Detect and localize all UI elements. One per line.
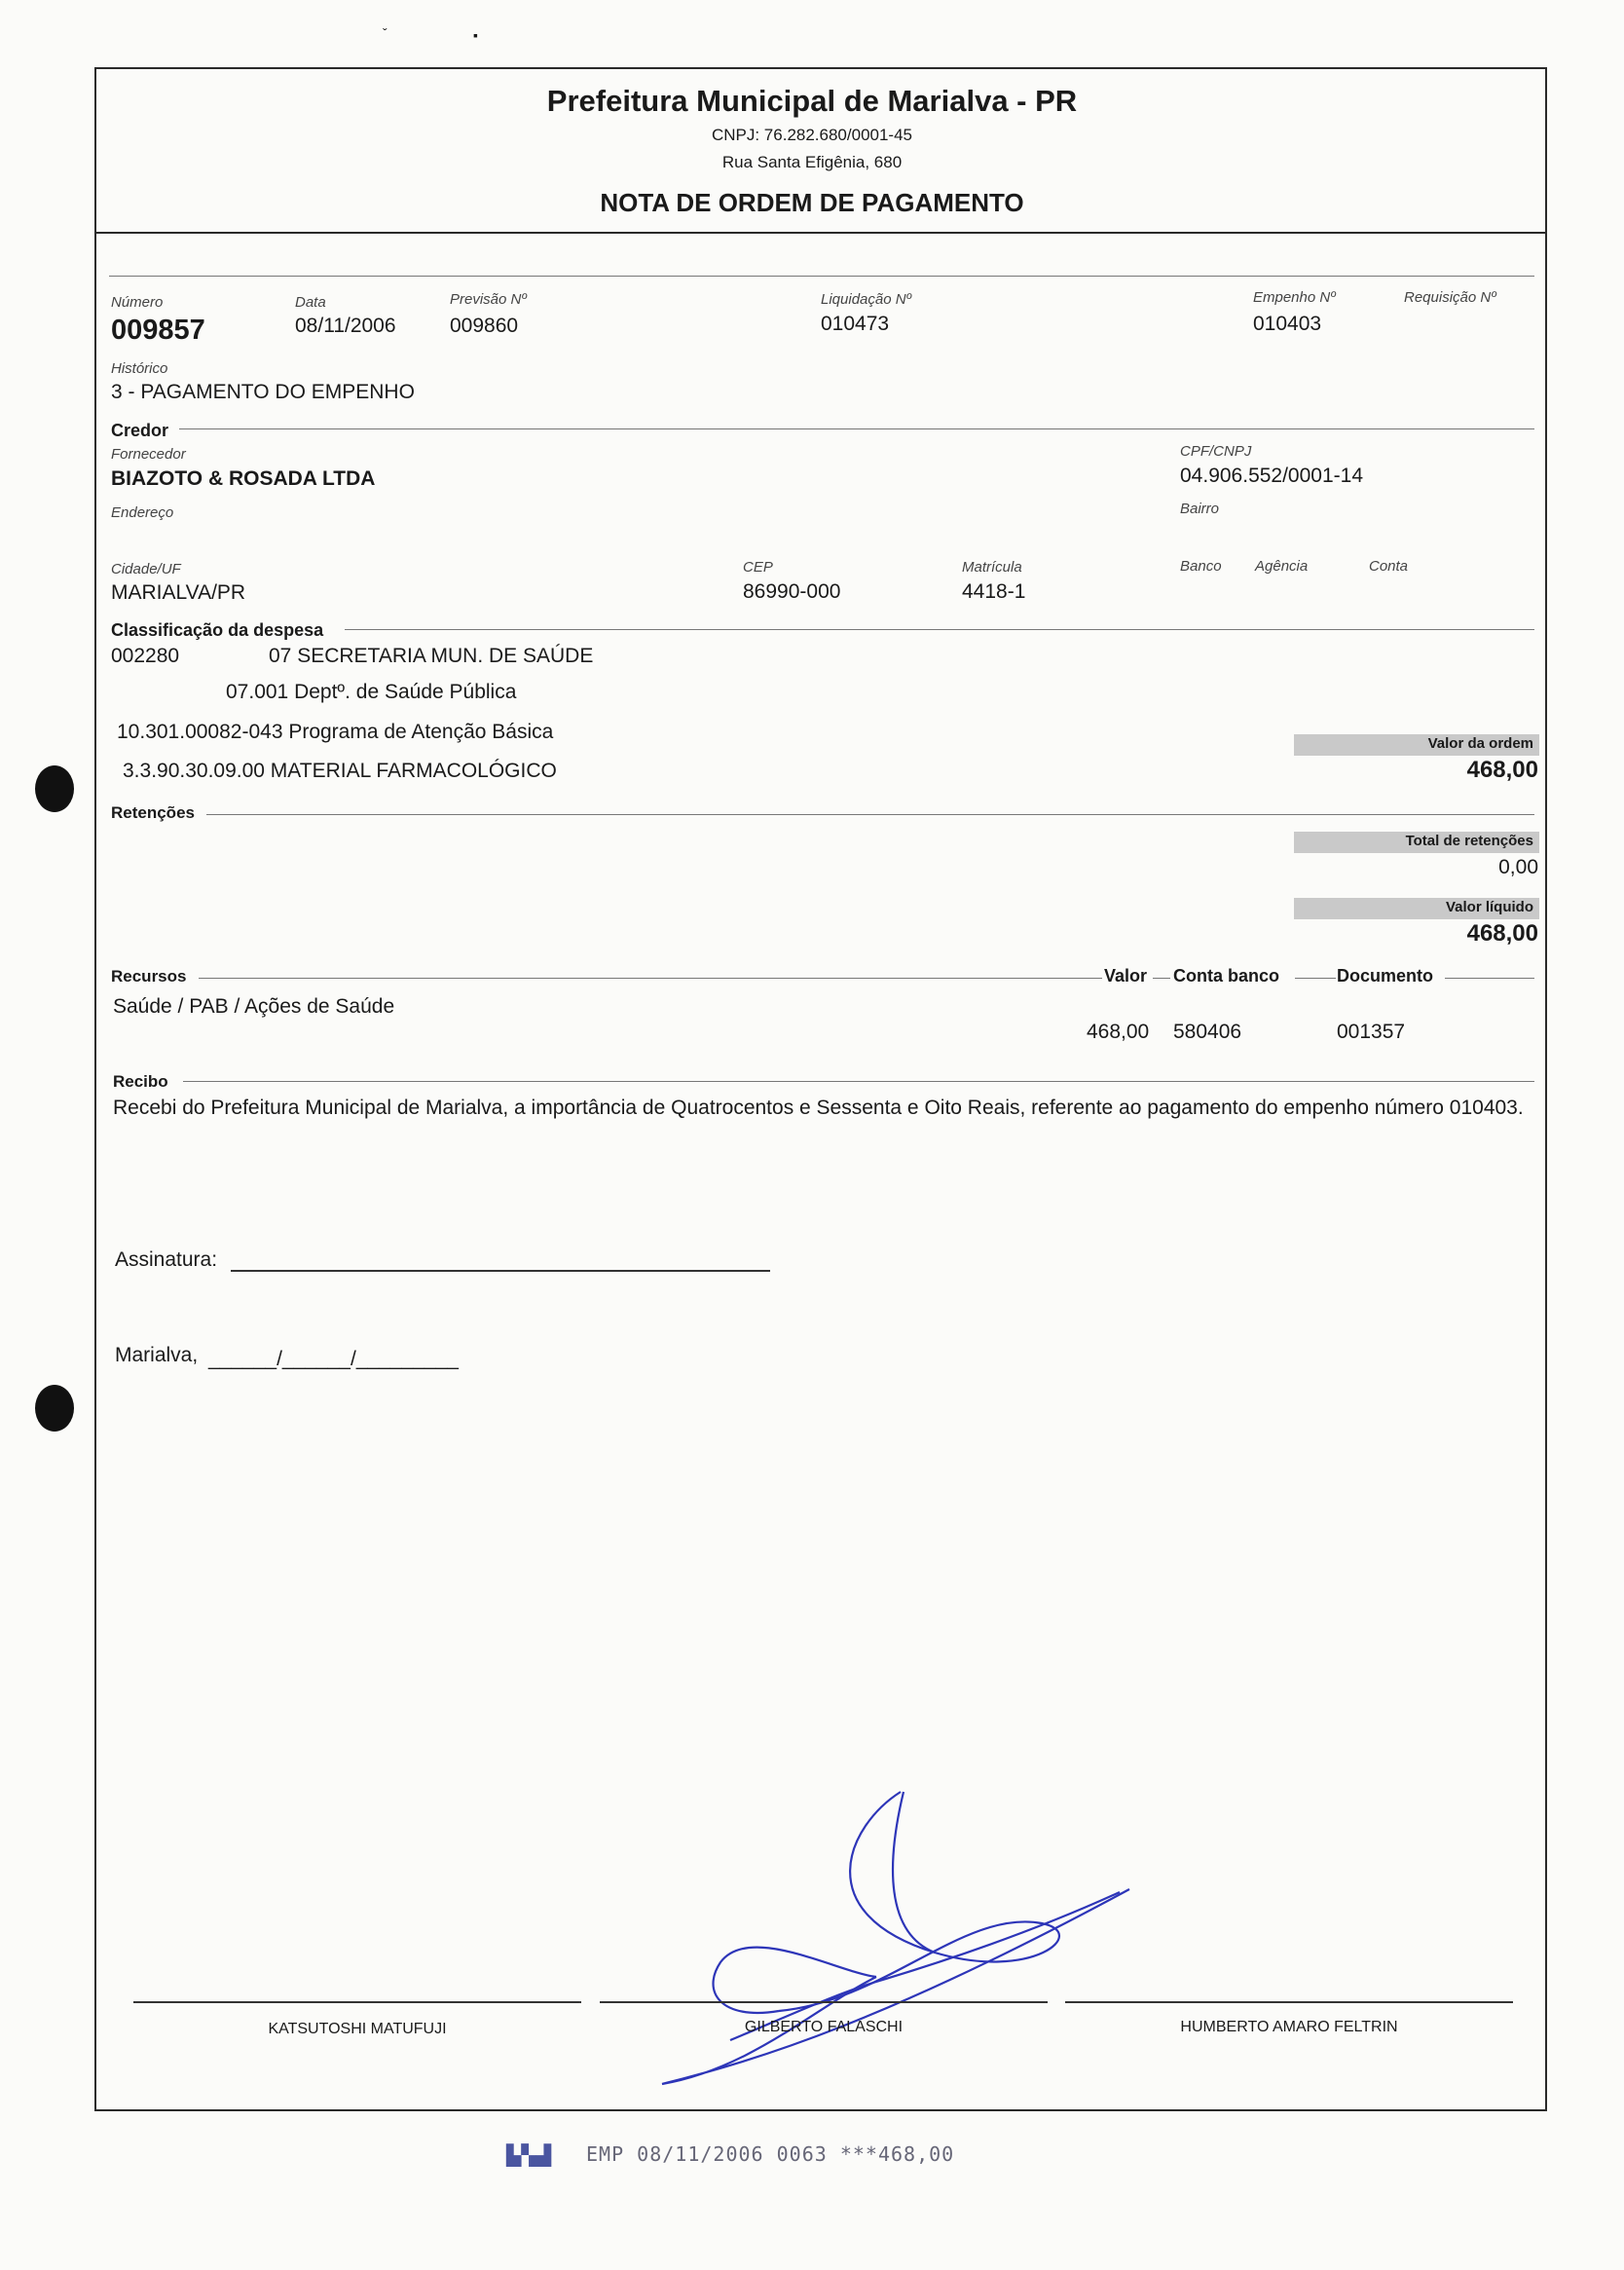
valor-liquido-label: Valor líquido: [1445, 899, 1533, 915]
signature-line: [133, 2001, 581, 2003]
mechanical-stamp: EMP 08/11/2006 0063 ***468,00: [586, 2142, 955, 2166]
recursos-documento-label: Documento: [1337, 966, 1433, 986]
cep-label: CEP: [743, 559, 773, 576]
empenho-value: 010403: [1253, 313, 1322, 335]
handwritten-signature: [643, 1748, 1149, 2089]
banco-label: Banco: [1180, 558, 1222, 575]
assinatura-line: [231, 1270, 770, 1272]
credor-section-title: Credor: [111, 421, 169, 440]
recursos-documento: 001357: [1337, 1021, 1406, 1043]
barcode-mark: ▙▚▟: [506, 2145, 552, 2167]
empenho-label: Empenho Nº: [1253, 289, 1336, 306]
secretaria-value: 07 SECRETARIA MUN. DE SAÚDE: [269, 645, 594, 667]
retencoes-section-title: Retenções: [111, 803, 195, 822]
numero-label: Número: [111, 294, 164, 311]
divider: [1295, 978, 1336, 979]
signature-line: [600, 2001, 1048, 2003]
programa-value: 10.301.00082-043 Programa de Atenção Básica: [117, 721, 554, 743]
previsao-value: 009860: [450, 315, 519, 337]
numero-value: 009857: [111, 315, 205, 346]
divider: [199, 978, 1102, 979]
fornecedor-value: BIAZOTO & ROSADA LTDA: [111, 467, 376, 490]
historico-value: 3 - PAGAMENTO DO EMPENHO: [111, 381, 415, 403]
total-retencoes-label: Total de retenções: [1405, 833, 1533, 849]
fornecedor-label: Fornecedor: [111, 446, 186, 463]
bairro-label: Bairro: [1180, 501, 1220, 517]
recursos-conta-label: Conta banco: [1173, 966, 1280, 986]
endereco-label: Endereço: [111, 504, 174, 521]
recursos-descricao: Saúde / PAB / Ações de Saúde: [113, 995, 395, 1018]
conta-label: Conta: [1369, 558, 1409, 575]
date-blank: ______/______/_________: [208, 1348, 459, 1370]
recursos-conta: 580406: [1173, 1021, 1242, 1043]
divider: [1445, 978, 1534, 979]
matricula-value: 4418-1: [962, 580, 1026, 603]
signatory-name: HUMBERTO AMARO FELTRIN: [1180, 2019, 1398, 2035]
punch-hole: [35, 1385, 74, 1432]
divider: [345, 629, 1534, 630]
assinatura-label: Assinatura:: [115, 1248, 218, 1271]
divider: [1153, 978, 1170, 979]
cep-value: 86990-000: [743, 580, 841, 603]
signatory-name: GILBERTO FALASCHI: [744, 2019, 904, 2035]
valor-liquido-value: 468,00: [1466, 920, 1538, 947]
local-label: Marialva,: [115, 1344, 199, 1366]
address-line: Rua Santa Efigênia, 680: [721, 153, 903, 171]
punch-hole: [35, 765, 74, 812]
recursos-valor-label: Valor: [1104, 966, 1148, 986]
classificacao-section-title: Classificação da despesa: [111, 620, 324, 640]
agencia-label: Agência: [1255, 558, 1309, 575]
cpf-cnpj-value: 04.906.552/0001-14: [1180, 465, 1364, 487]
scan-mark: ˇ: [383, 25, 388, 41]
matricula-label: Matrícula: [962, 559, 1022, 576]
previsao-label: Previsão Nº: [450, 291, 527, 308]
divider: [179, 428, 1534, 429]
valor-ordem-label: Valor da ordem: [1427, 735, 1533, 752]
recursos-section-title: Recursos: [111, 967, 187, 986]
divider: [206, 814, 1534, 815]
liquidacao-label: Liquidação Nº: [821, 291, 912, 308]
valor-ordem-band: [1294, 734, 1539, 756]
signature-line: [1065, 2001, 1513, 2003]
document-title: NOTA DE ORDEM DE PAGAMENTO: [600, 188, 1024, 217]
material-value: 3.3.90.30.09.00 MATERIAL FARMACOLÓGICO: [123, 760, 557, 782]
scan-mark: ▪: [473, 27, 478, 43]
valor-liquido-band: [1294, 898, 1539, 919]
divider: [183, 1081, 1534, 1082]
cpf-cnpj-label: CPF/CNPJ: [1180, 443, 1252, 460]
recibo-section-title: Recibo: [113, 1072, 168, 1091]
divider: [109, 276, 1534, 277]
total-retencoes-value: 0,00: [1498, 856, 1538, 878]
cidade-value: MARIALVA/PR: [111, 581, 246, 604]
recursos-valor: 468,00: [1087, 1021, 1150, 1043]
liquidacao-value: 010473: [821, 313, 890, 335]
municipality-title: Prefeitura Municipal de Marialva - PR: [546, 84, 1078, 118]
data-label: Data: [295, 294, 326, 311]
signatory-name: KATSUTOSHI MATUFUJI: [268, 2021, 447, 2037]
departamento-value: 07.001 Deptº. de Saúde Pública: [226, 681, 517, 703]
valor-ordem-value: 468,00: [1466, 757, 1538, 783]
requisicao-label: Requisição Nº: [1404, 289, 1496, 306]
cidade-label: Cidade/UF: [111, 561, 181, 577]
header-separator: [94, 232, 1547, 234]
total-retencoes-band: [1294, 832, 1539, 853]
cnpj-line: CNPJ: 76.282.680/0001-45: [711, 126, 913, 144]
data-value: 08/11/2006: [295, 315, 396, 337]
historico-label: Histórico: [111, 360, 168, 377]
recibo-text: Recebi do Prefeitura Municipal de Marialva, a importância de Quatrocentos e Sessenta e Oito Reais, referente ao pagamento do empenho número 010403.: [113, 1097, 1524, 1119]
classificacao-code: 002280: [111, 645, 180, 667]
